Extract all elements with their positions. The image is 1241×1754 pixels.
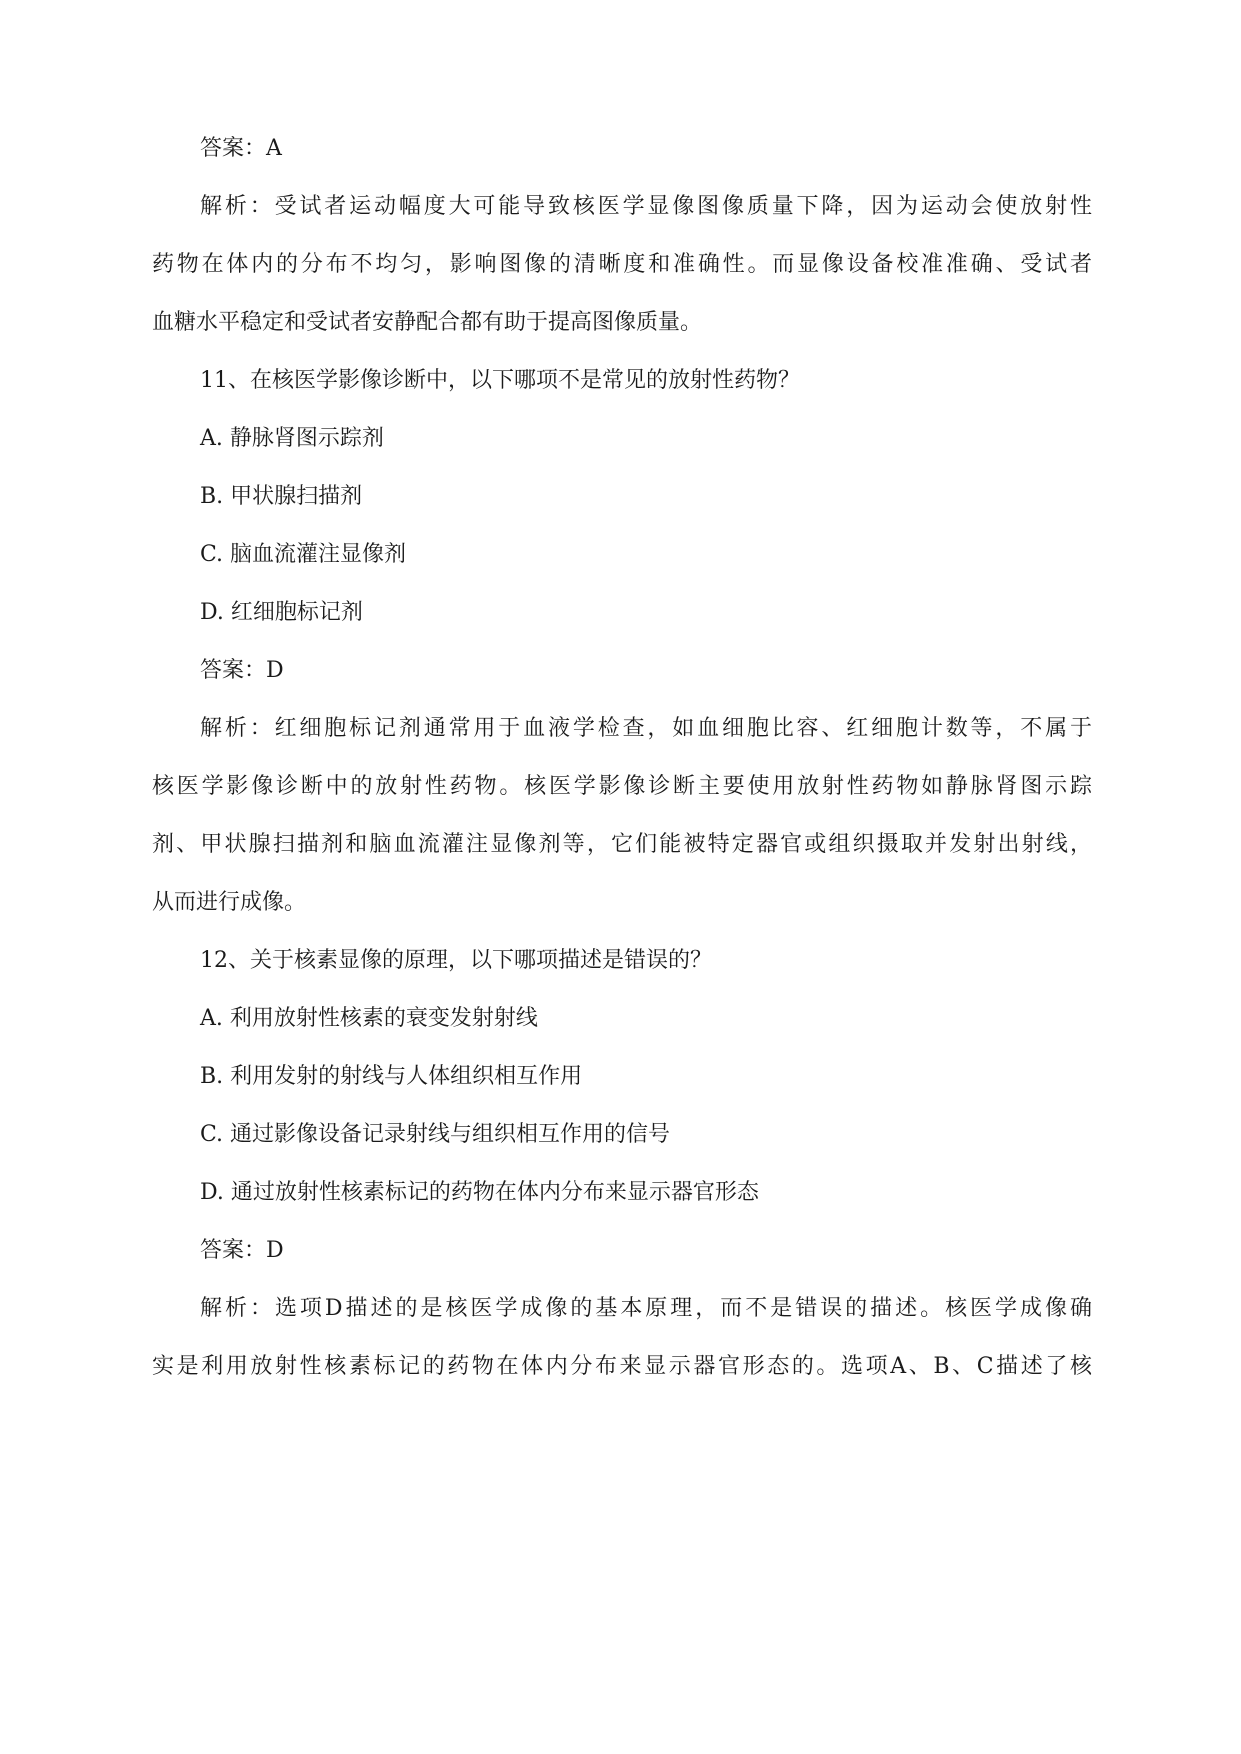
prev-analysis-line-3: 血糖水平稳定和受试者安静配合都有助于提高图像质量。 — [152, 310, 703, 335]
q11-answer: 答案：D — [200, 658, 284, 683]
q11-option-a: A. 静脉肾图示踪剂 — [200, 426, 384, 451]
q12-option-b: B. 利用发射的射线与人体组织相互作用 — [200, 1064, 583, 1089]
q12-answer: 答案：D — [200, 1238, 284, 1263]
q11-analysis-line-3: 剂、甲状腺扫描剂和脑血流灌注显像剂等，它们能被特定器官或组织摄取并发射出射线， — [152, 832, 1092, 857]
prev-analysis-line-1: 解析：受试者运动幅度大可能导致核医学显像图像质量下降，因为运动会使放射性 — [200, 194, 1092, 219]
q12-option-d: D. 通过放射性核素标记的药物在体内分布来显示器官形态 — [200, 1180, 759, 1205]
q12-option-a: A. 利用放射性核素的衰变发射射线 — [200, 1006, 538, 1031]
q12-option-c: C. 通过影像设备记录射线与组织相互作用的信号 — [200, 1122, 671, 1147]
prev-analysis-line-2: 药物在体内的分布不均匀，影响图像的清晰度和准确性。而显像设备校准准确、受试者 — [152, 252, 1092, 277]
q11-analysis-line-4: 从而进行成像。 — [152, 890, 307, 915]
q11-option-d: D. 红细胞标记剂 — [200, 600, 363, 625]
q11-analysis-line-2: 核医学影像诊断中的放射性药物。核医学影像诊断主要使用放射性药物如静脉肾图示踪 — [152, 774, 1092, 799]
prev-answer: 答案：A — [200, 136, 282, 161]
question-11: 11、在核医学影像诊断中，以下哪项不是常见的放射性药物？ — [200, 368, 800, 393]
q12-analysis-line-1: 解析：选项D描述的是核医学成像的基本原理，而不是错误的描述。核医学成像确 — [200, 1296, 1092, 1321]
question-12: 12、关于核素显像的原理，以下哪项描述是错误的？ — [200, 948, 712, 973]
q11-analysis-line-1: 解析：红细胞标记剂通常用于血液学检查，如血细胞比容、红细胞计数等，不属于 — [200, 716, 1092, 741]
q11-option-b: B. 甲状腺扫描剂 — [200, 484, 363, 509]
q12-analysis-line-2: 实是利用放射性核素标记的药物在体内分布来显示器官形态的。选项A、B、C描述了核 — [152, 1354, 1092, 1379]
q11-option-c: C. 脑血流灌注显像剂 — [200, 542, 407, 567]
